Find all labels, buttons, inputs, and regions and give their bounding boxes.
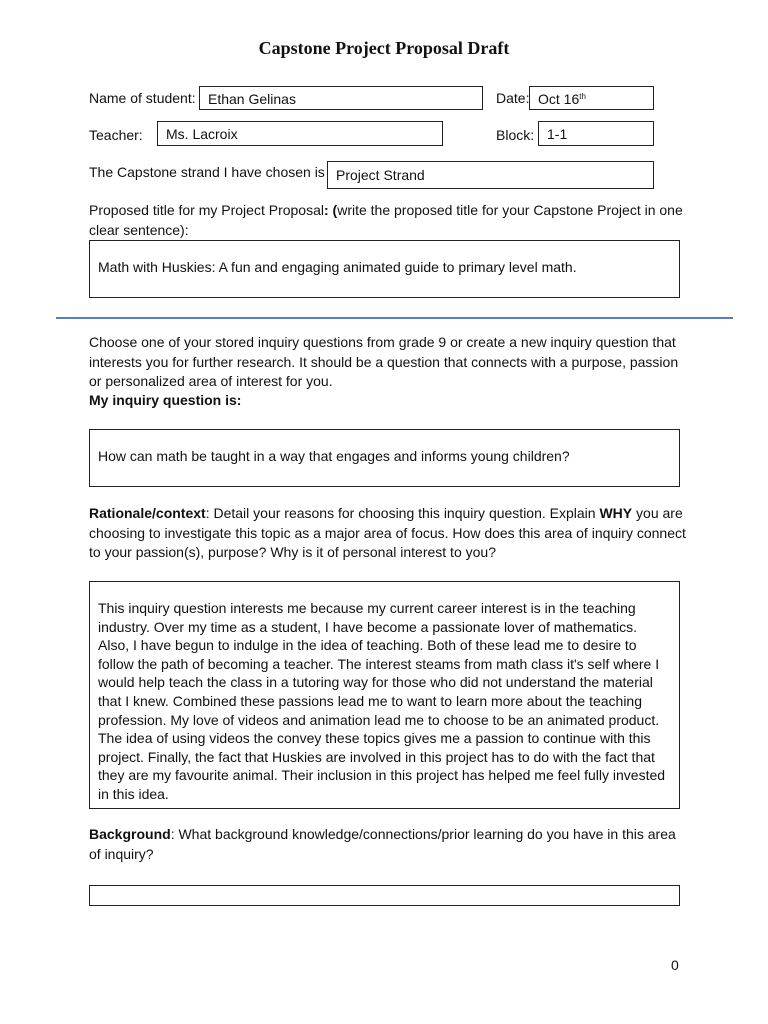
background-heading: Background	[89, 826, 171, 842]
rationale-why: WHY	[599, 505, 633, 521]
date-value: Oct 16	[538, 91, 580, 107]
student-name-field[interactable]: Ethan Gelinas	[199, 86, 483, 110]
background-prompt-text: : What background knowledge/connections/prior learning do you have in this area of inquiry?	[89, 826, 676, 862]
block-field[interactable]: 1-1	[538, 121, 654, 146]
rationale-prompt-a: : Detail your reasons for choosing this inquiry question. Explain	[205, 505, 600, 521]
block-label: Block:	[496, 127, 535, 143]
section-divider	[56, 317, 733, 319]
rationale-answer: This inquiry question interests me because my current career interest is in the teaching industry. Over my time as a student, I have become a passionate lover of mathematics. Also, I have begun to indulge in the idea of teaching. Both of these lead me to desire to follow the path of becoming a teacher. The interest steams from math class it's self where I would help teach the class in a tutoring way for those who did not understand the material that I knew. Combined these passions lead me to want to learn more about the teaching profession. My love of videos and animation lead me to choose to be an animated product. The idea of using videos the convey these topics gives me a passion to continue with this project. Finally, the fact that Huskies are involved in this project has to do with the fact that they are my favourite animal. Their inclusion in this project has helped me feel fully invested in this idea.	[98, 600, 666, 802]
page-number: 0	[671, 957, 679, 973]
rationale-prompt	[89, 504, 689, 563]
inquiry-answer: How can math be taught in a way that engages and informs young children?	[98, 448, 570, 464]
proposed-title-prompt-rest: write the proposed title for your Capstone Project in one clear sentence):	[89, 202, 683, 238]
proposed-title-answer: Math with Huskies: A fun and engaging animated guide to primary level math.	[98, 259, 577, 275]
strand-label: The Capstone strand I have chosen is	[89, 164, 325, 180]
page-title: Capstone Project Proposal Draft	[258, 38, 510, 58]
inquiry-heading: My inquiry question is:	[89, 392, 242, 408]
rationale-answer-box[interactable]	[89, 581, 680, 809]
strand-field[interactable]: Project Strand	[327, 161, 654, 189]
background-prompt	[89, 825, 689, 864]
teacher-field[interactable]: Ms. Lacroix	[157, 121, 443, 146]
student-name-label: Name of student:	[89, 90, 196, 106]
inquiry-instructions: Choose one of your stored inquiry questions from grade 9 or create a new inquiry question that interests you for further research. It should be a question that connects with a purpose, passion or personalized area of interest for you.	[89, 334, 679, 389]
rationale-heading: Rationale/context	[89, 505, 206, 521]
date-label: Date:	[496, 90, 530, 106]
proposed-title-prompt-bold: : (	[324, 202, 338, 218]
inquiry-answer-box[interactable]	[89, 429, 680, 487]
date-suffix: th	[579, 92, 586, 101]
date-field[interactable]	[529, 86, 654, 110]
rationale-prompt-b: you are choosing to investigate this topic as a major area of focus. How does this area of inquiry connect to your passion(s), purpose? Why is it of personal interest to you?	[89, 505, 686, 560]
proposed-title-prompt	[89, 201, 689, 240]
teacher-label: Teacher:	[89, 127, 143, 143]
proposed-title-prompt-lead: Proposed title for my Project Proposal	[89, 202, 324, 218]
proposed-title-answer-box[interactable]	[89, 240, 680, 298]
background-answer-box[interactable]	[89, 885, 680, 906]
